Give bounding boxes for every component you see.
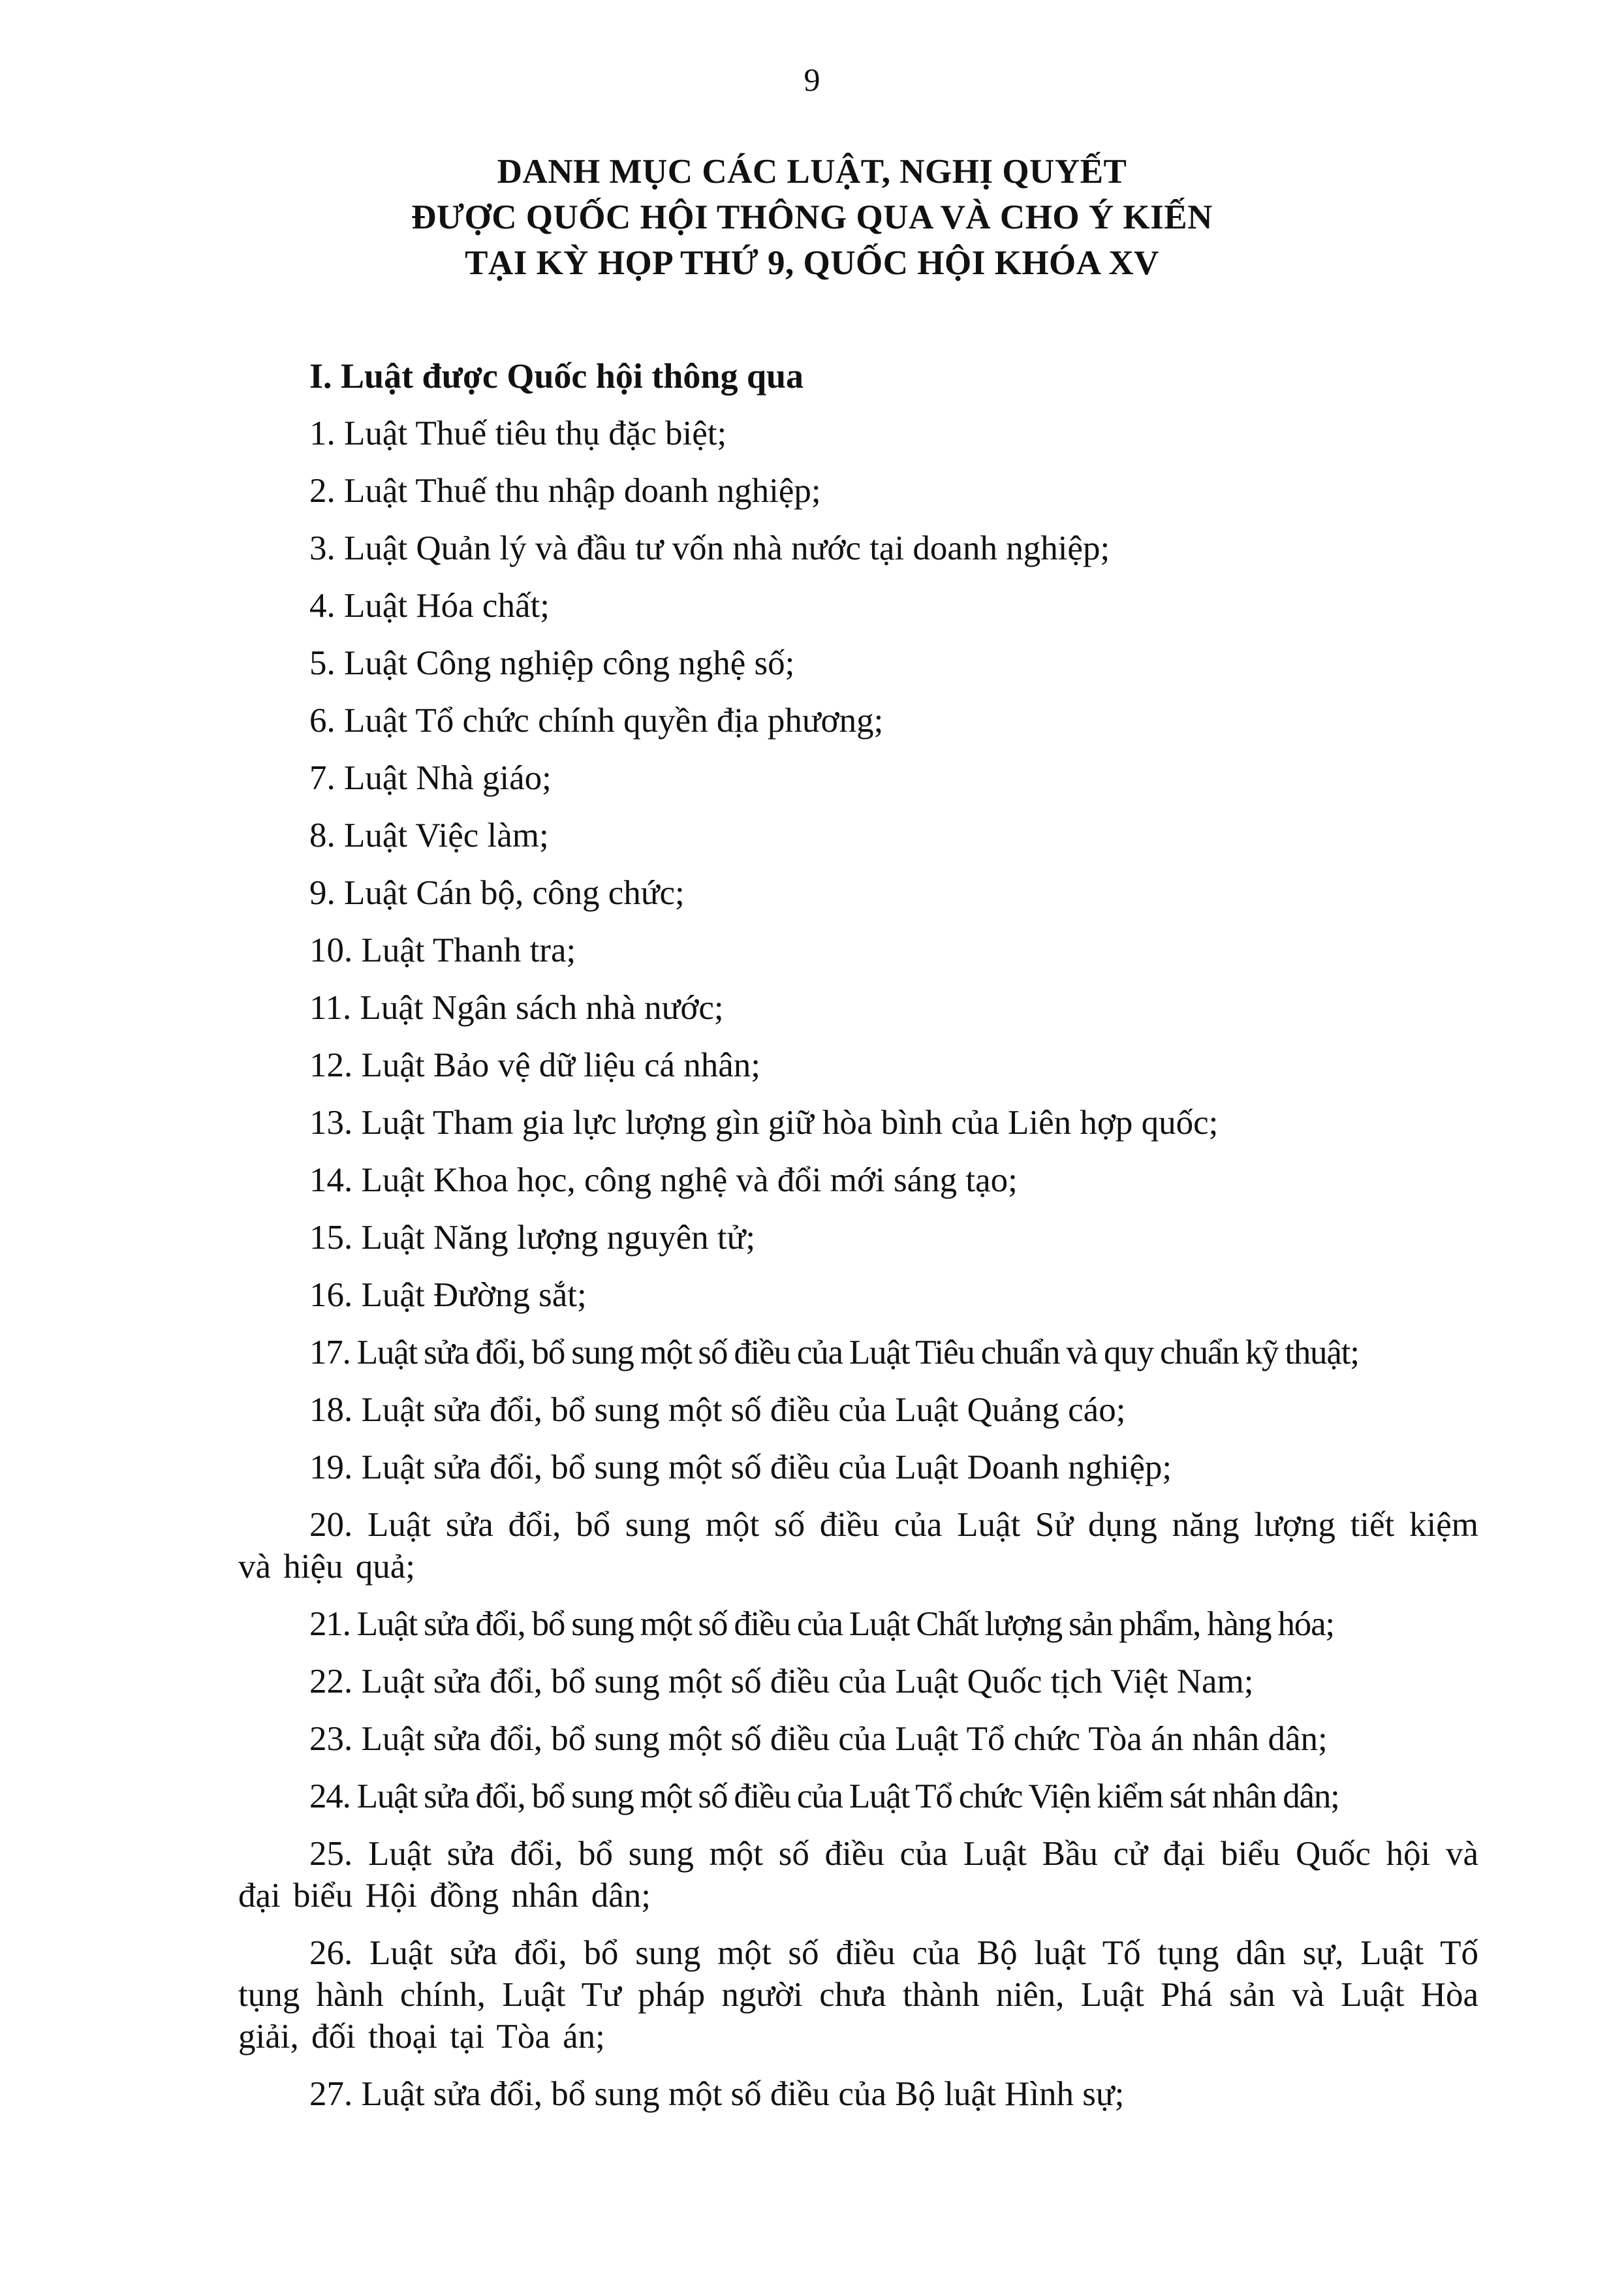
law-list [238,413,1478,2131]
list-item: 18. Luật sửa đổi, bổ sung một số điều của Luật Quảng cáo; [309,1391,1126,1429]
page-number: 9 [804,61,820,98]
list-item: 4. Luật Hóa chất; [309,587,550,625]
list-item: 16. Luật Đường sắt; [309,1276,587,1314]
list-item: 26. Luật sửa đổi, bổ sung một số điều của Bộ luật Tố tụng dân sự, Luật Tố tụng hành chính, Luật Tư pháp người chưa thành niên, Luật Phá sản và Luật Hòa giải, đối thoại tại Tòa án; [238,1934,1478,2056]
list-item: 10. Luật Thanh tra; [309,931,576,969]
section-heading: I. Luật được Quốc hội thông qua [309,356,804,396]
list-item: 13. Luật Tham gia lực lượng gìn giữ hòa bình của Liên hợp quốc; [309,1104,1219,1142]
list-item: 15. Luật Năng lượng nguyên tử; [309,1219,756,1257]
list-item: 22. Luật sửa đổi, bổ sung một số điều của Luật Quốc tịch Việt Nam; [309,1663,1254,1700]
document-title [0,149,1624,286]
title-line-1: DANH MỤC CÁC LUẬT, NGHỊ QUYẾT [497,153,1127,191]
list-item: 27. Luật sửa đổi, bổ sung một số điều của Bộ luật Hình sự; [309,2075,1125,2113]
list-item: 1. Luật Thuế tiêu thụ đặc biệt; [309,415,727,452]
list-item: 17. Luật sửa đổi, bổ sung một số điều của Luật Tiêu chuẩn và quy chuẩn kỹ thuật; [309,1334,1359,1371]
list-item: 19. Luật sửa đổi, bổ sung một số điều của Luật Doanh nghiệp; [309,1448,1172,1486]
list-item: 21. Luật sửa đổi, bổ sung một số điều của Luật Chất lượng sản phẩm, hàng hóa; [309,1605,1334,1643]
list-item: 6. Luật Tổ chức chính quyền địa phương; [309,702,884,740]
list-item: 5. Luật Công nghiệp công nghệ số; [309,644,795,682]
list-item: 20. Luật sửa đổi, bổ sung một số điều của Luật Sử dụng năng lượng tiết kiệm và hiệu quả; [238,1506,1478,1586]
list-item: 3. Luật Quản lý và đầu tư vốn nhà nước tại doanh nghiệp; [309,529,1110,567]
title-line-2: ĐƯỢC QUỐC HỘI THÔNG QUA VÀ CHO Ý KIẾN [411,198,1213,236]
list-item: 7. Luật Nhà giáo; [309,759,552,797]
title-line-3: TẠI KỲ HỌP THỨ 9, QUỐC HỘI KHÓA XV [465,244,1159,282]
list-item: 9. Luật Cán bộ, công chức; [309,874,685,912]
list-item: 2. Luật Thuế thu nhập doanh nghiệp; [309,472,821,510]
list-item: 23. Luật sửa đổi, bổ sung một số điều của Luật Tổ chức Tòa án nhân dân; [309,1720,1328,1758]
list-item: 8. Luật Việc làm; [309,817,549,854]
list-item: 11. Luật Ngân sách nhà nước; [309,989,724,1027]
list-item: 25. Luật sửa đổi, bổ sung một số điều của Luật Bầu cử đại biểu Quốc hội và đại biểu Hội đồng nhân dân; [238,1835,1478,1915]
list-item: 24. Luật sửa đổi, bổ sung một số điều của Luật Tổ chức Viện kiểm sát nhân dân; [309,1777,1339,1815]
list-item: 12. Luật Bảo vệ dữ liệu cá nhân; [309,1046,761,1084]
list-item: 14. Luật Khoa học, công nghệ và đổi mới sáng tạo; [309,1161,1018,1199]
